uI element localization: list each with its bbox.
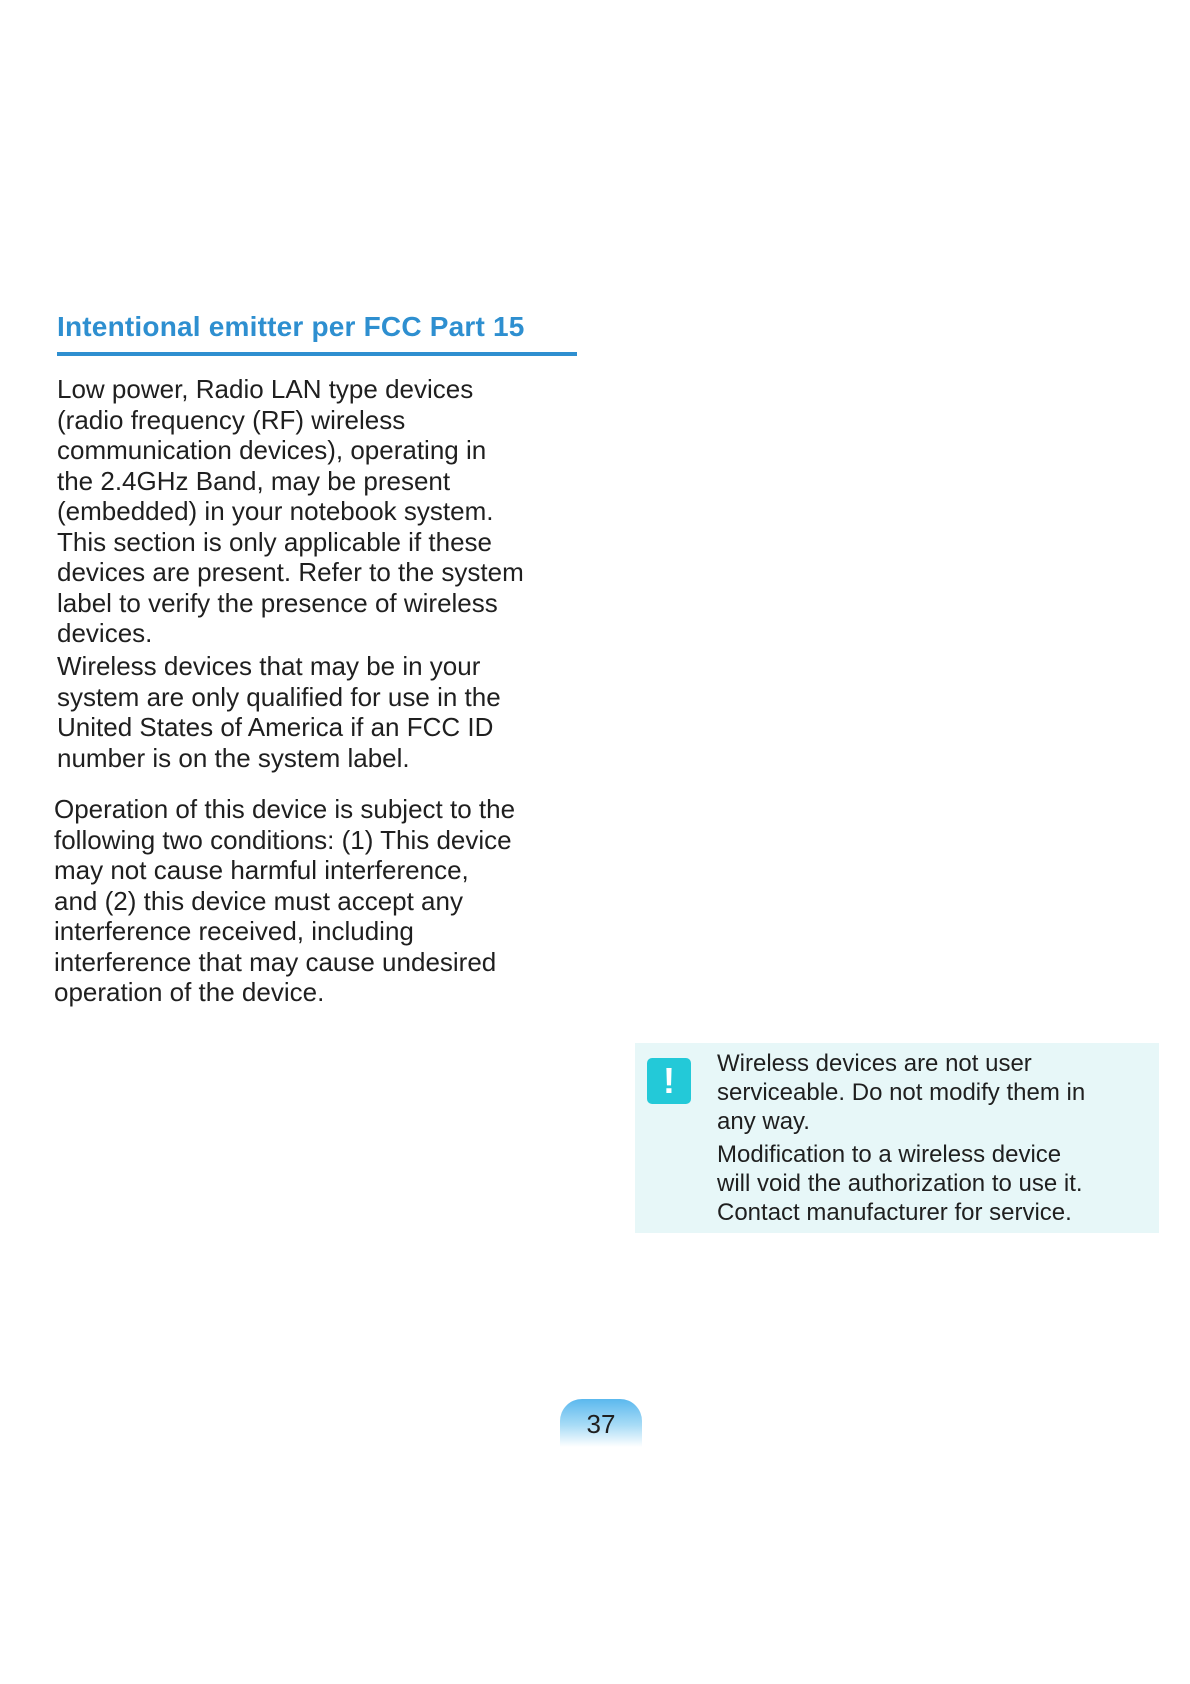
page-number: 37 (586, 1409, 616, 1439)
body-paragraph-1: Low power, Radio LAN type devices (radio frequency (RF) wireless communication devices), operating in the 2.4GHz Band, may be present (embedded) in your notebook system. This section is only applicable if these devices are present. Refer to the system label to verify the presence of wireless devices. (57, 374, 524, 648)
page-number-tab (560, 1399, 642, 1447)
body-paragraph-2: Wireless devices that may be in your system are only qualified for use in the United States of America if an FCC ID number is on the system label. (57, 651, 501, 773)
note-text-2: Modification to a wireless device will void the authorization to use it. Contact manufacturer for service. (717, 1141, 1083, 1226)
section-title: Intentional emitter per FCC Part 15 (57, 311, 525, 342)
body-paragraph-3: Operation of this device is subject to the following two conditions: (1) This device may not cause harmful interference, and (2) this device must accept any interference received, including interference that may cause undesired operation of the device. (54, 794, 516, 1007)
note-text-1: Wireless devices are not user serviceable. Do not modify them in any way. (717, 1050, 1086, 1135)
section-heading (57, 310, 577, 356)
caution-note-box (635, 1043, 1159, 1233)
exclamation-icon: ! (647, 1058, 691, 1104)
